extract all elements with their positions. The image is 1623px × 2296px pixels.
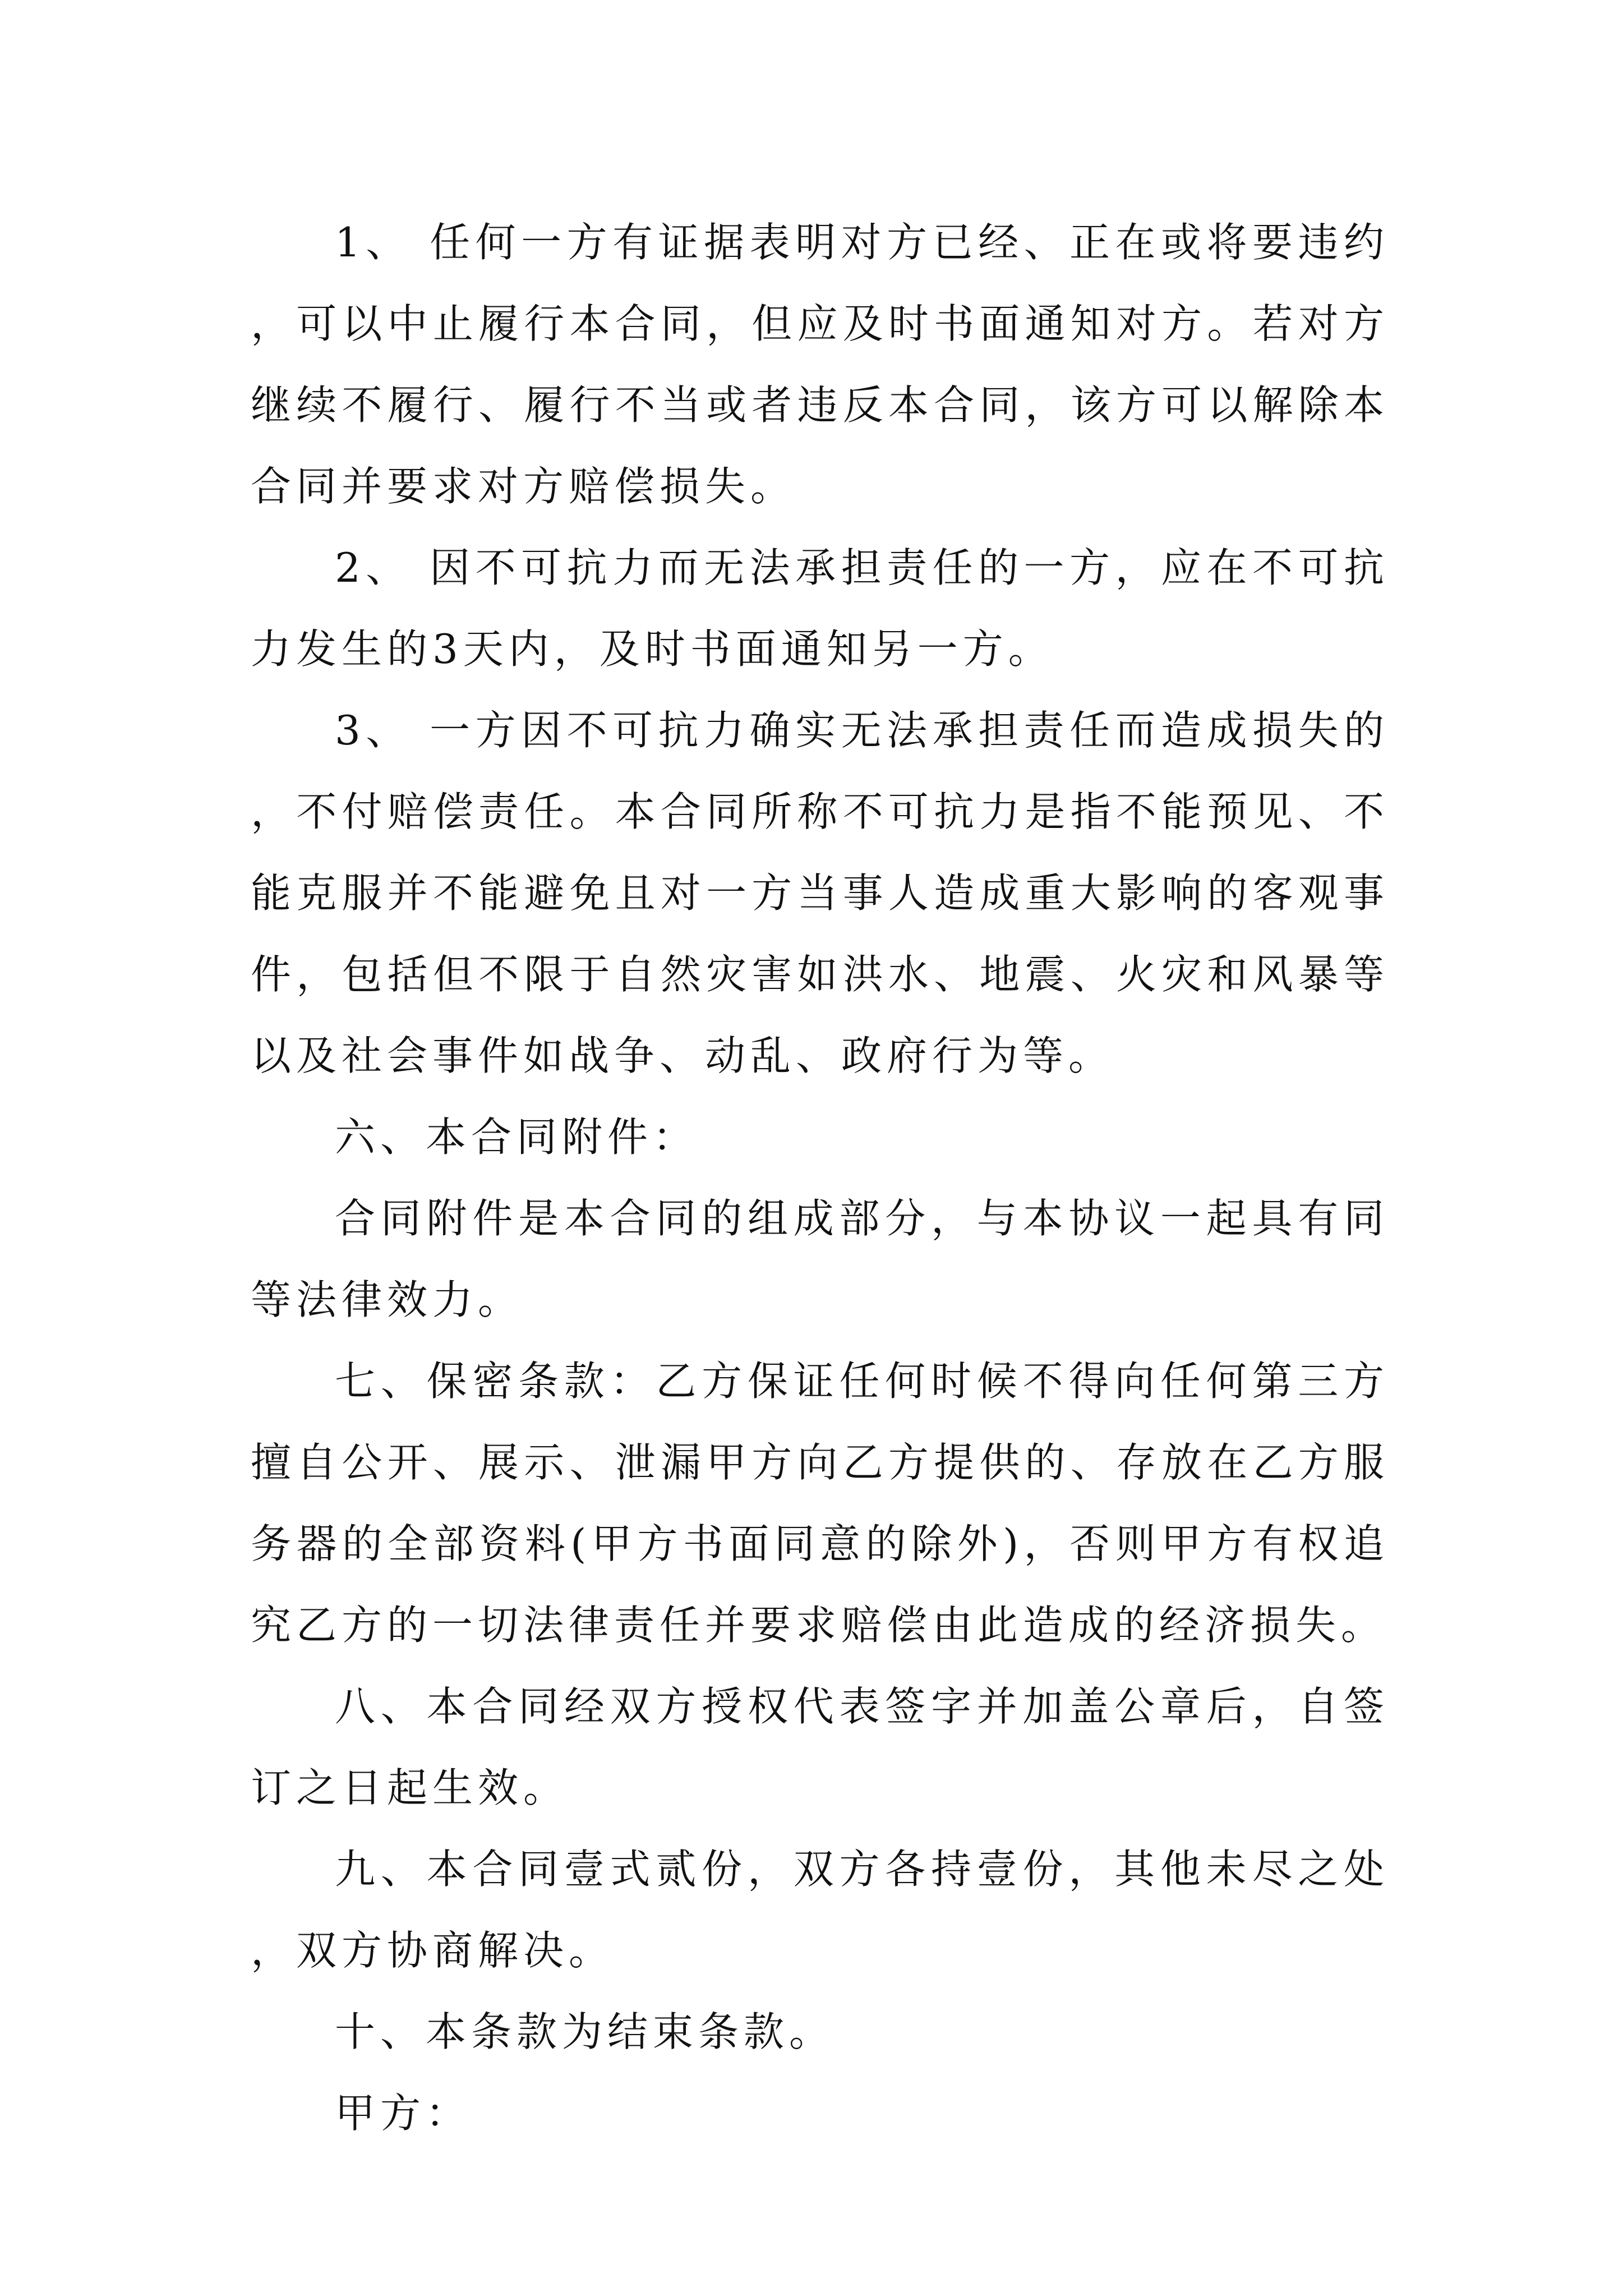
clause-2-force-majeure-notice: 2、 因不可抗力而无法承担责任的一方，应在不可抗力发生的3天内，及时书面通知另一方。 (251, 544, 1389, 673)
section-7-confidentiality: 七、保密条款：乙方保证任何时候不得向任何第三方擅自公开、展示、泄漏甲方向乙方提供的、存放在乙方服务器的全部资料(甲方书面同意的除外)，否则甲方有权追究乙方的一切法律责任并要求赔偿由此造成的经济损失。 (251, 1358, 1389, 1649)
clause-3-force-majeure-definition: 3、 一方因不可抗力确实无法承担责任而造成损失的，不付赔偿责任。本合同所称不可抗力是指不能预见、不能克服并不能避免且对一方当事人造成重大影响的客观事件，包括但不限于自然灾害如洪水、地震、火灾和风暴等以及社会事件如战争、动乱、政府行为等。 (251, 707, 1389, 1079)
section-9-copies: 九、本合同壹式贰份，双方各持壹份，其他未尽之处，双方协商解决。 (251, 1846, 1389, 1974)
clause-1-breach: 1、 任何一方有证据表明对方已经、正在或将要违约，可以中止履行本合同，但应及时书面通知对方。若对方继续不履行、履行不当或者违反本合同，该方可以解除本合同并要求对方赔偿损失。 (251, 219, 1389, 510)
contract-text (251, 202, 1389, 2154)
section-6-attachments: 合同附件是本合同的组成部分，与本协议一起具有同等法律效力。 (251, 1195, 1389, 1323)
section-10-closing: 十、本条款为结束条款。 (335, 2008, 835, 2055)
section-8-effective: 八、本合同经双方授权代表签字并加盖公章后，自签订之日起生效。 (251, 1683, 1389, 1811)
party-a-signature-label: 甲方： (335, 2090, 472, 2137)
section-6-heading: 六、本合同附件： (335, 1114, 699, 1161)
